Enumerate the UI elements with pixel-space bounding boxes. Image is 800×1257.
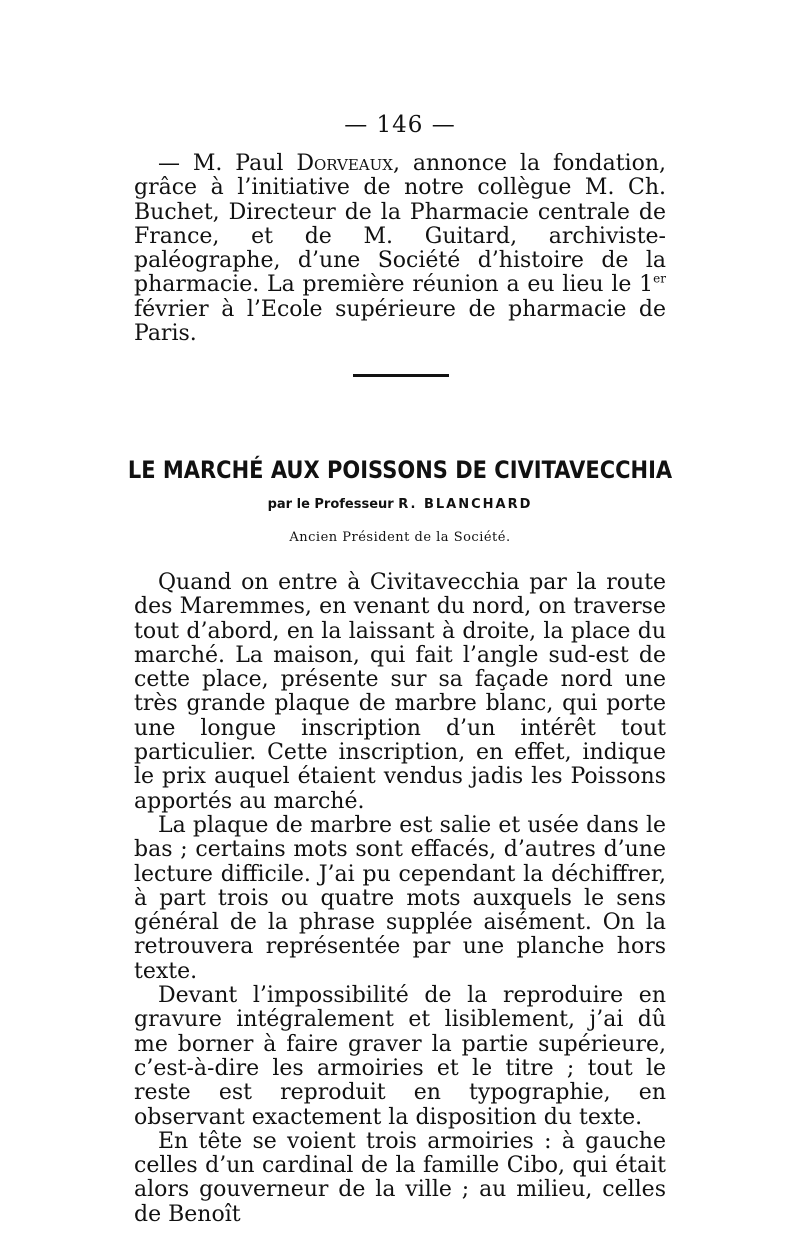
author-name: R. BLANCHARD bbox=[398, 497, 533, 512]
author-role: Ancien Président de la Société. bbox=[289, 530, 511, 545]
article-title: LE MARCHÉ AUX POISSONS DE CIVITAVECCHIA bbox=[127, 456, 673, 484]
article-byline bbox=[0, 497, 800, 512]
body-paragraph: Devant l’impossibilité de la reproduire en gravure intégralement et lisiblement, j’ai dû me borner à faire graver la partie supérieure, c’est-à-dire les armoiries et le titre ; tout le reste est reproduit en typographie, en observant exactement la disposition du texte. bbox=[134, 983, 666, 1130]
announcement-paragraph bbox=[134, 152, 666, 346]
body-paragraph: La plaque de marbre est salie et usée dans le bas ; certains mots sont effacés, d’autres d’une lecture difficile. J’ai pu cependant la déchiffrer, à part trois ou quatre mots auxquels le sens général de la phrase supplée aisément. On la retrouvera représentée par une planche hors texte. bbox=[134, 812, 666, 984]
announcement-name: Dorveaux bbox=[296, 151, 393, 176]
body-paragraph: En tête se voient trois armoiries : à gauche celles d’un cardinal de la famille Cibo, qui était alors gouverneur de la ville ; au milieu, celles de Benoît bbox=[134, 1128, 666, 1227]
byline-prefix: par le Professeur bbox=[267, 497, 399, 512]
section-divider bbox=[353, 374, 449, 377]
ordinal-superscript: er bbox=[653, 272, 666, 287]
announcement-text: , annonce la fondation, grâce à l’initiative de notre collègue M. Ch. Buchet, Directeur de la Pharmacie centrale de France, et de M. Guitard, archiviste-paléographe, d’une Société d’histoire de la pharmacie. La première réunion a eu lieu le 1 bbox=[134, 151, 666, 298]
body-paragraph: Quand on entre à Civitavecchia par la route des Maremmes, en venant du nord, on traverse tout d’abord, en la laissant à droite, la place du marché. La maison, qui fait l’angle sud-est de cette place, présente sur sa façade nord une très grande plaque de marbre blanc, qui porte une longue inscription d’un intérêt tout particulier. Cette inscription, en effet, indique le prix auquel étaient vendus jadis les Poissons apportés au marché. bbox=[134, 570, 666, 814]
page-number: — 146 — bbox=[344, 112, 456, 138]
announcement-text-end: février à l’Ecole supérieure de pharmacie de Paris. bbox=[134, 296, 666, 347]
article-body bbox=[134, 571, 666, 1227]
announcement-lead: — M. Paul bbox=[158, 151, 297, 176]
